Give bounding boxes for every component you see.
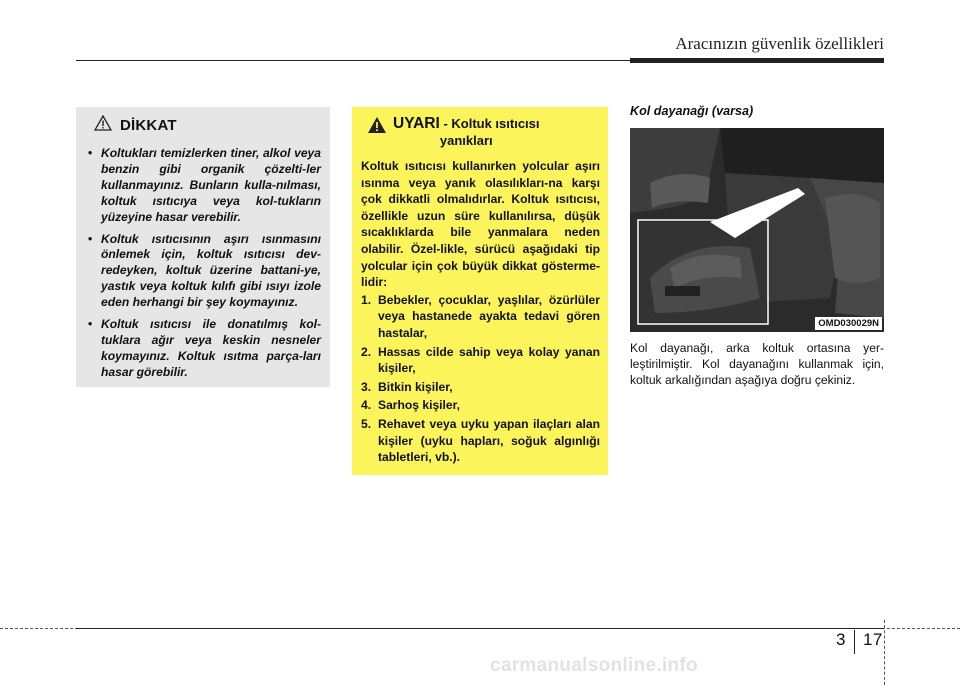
warning-item-text: Bitkin kişiler, bbox=[378, 379, 453, 394]
chapter-number: 3 bbox=[836, 630, 846, 649]
warning-item-number: 1. bbox=[361, 292, 372, 307]
photo-code-label: OMD030029N bbox=[815, 317, 882, 330]
warning-heading bbox=[393, 115, 540, 149]
header-rule-accent bbox=[630, 58, 884, 63]
warning-item-text: Rehavet veya uyku yapan ilaçları alan kişiler (uyku hapları, soğuk algınlığı tabletleri, vb.). bbox=[378, 416, 600, 465]
warning-body: Koltuk ısıtıcısı kullanırken yolcular aşırı ısınma veya yanık olasılıkları-na karşı çok dikkatli olmalıdırlar. Koltuk ısıtıcısı, özellikle uzun süre kullanılırsa, düşük sıcaklıklarda bile yanmalara neden olabilir. Özel-likle, sürücü aşağıdaki tip yolcular için çok büyük dikkat gösterme-lidir: bbox=[361, 159, 600, 290]
warning-triangle-icon bbox=[367, 116, 387, 139]
warning-item bbox=[361, 379, 600, 396]
warning-item bbox=[361, 292, 600, 342]
warning-item bbox=[361, 416, 600, 466]
warning-subtitle: - Koltuk ısıtıcısı bbox=[443, 116, 540, 131]
warning-item-text: Bebekler, çocuklar, yaşlılar, özürlüler veya hastanede ayakta tedavi gören hastalar, bbox=[378, 292, 600, 340]
warning-title: UYARI bbox=[393, 115, 440, 132]
caution-header bbox=[86, 115, 321, 136]
caution-item: • Koltuk ısıtıcısı ile donatılmış kol-tuklara ağır veya keskin nesneler koymayınız. Koltuk ısıtma parça-ları hasar görebilir. bbox=[86, 317, 321, 381]
page-number-value: 17 bbox=[862, 630, 883, 649]
caution-box bbox=[76, 107, 330, 387]
caution-item: • Koltuk ısıtıcısının aşırı ısınmasını önlemek için, koltuk ısıtıcısı dev-redeyken, koltuk üzerine battani-ye, yastık veya koltuk kılıfı gibi ısıyı izole eden herhangi bir şey koymayınız. bbox=[86, 232, 321, 312]
armrest-section-title: Kol dayanağı (varsa) bbox=[630, 104, 754, 118]
footer-rule bbox=[76, 628, 884, 629]
caution-item: • Koltukları temizlerken tiner, alkol veya benzin gibi organik çözelti-ler kullanmayınız. Bunların kulla-nılması, koltuk ısıtıcıya veya kol-tukların yüzeyine hasar verebilir. bbox=[86, 146, 321, 226]
warning-box bbox=[352, 107, 608, 475]
armrest-photo bbox=[630, 128, 884, 332]
footer-vertical-dashed-rule bbox=[884, 620, 885, 685]
warning-item-number: 5. bbox=[361, 416, 372, 431]
warning-item-text: Hassas cilde sahip veya kolay yanan kişiler, bbox=[378, 344, 600, 376]
page-header-title: Aracınızın güvenlik özellikleri bbox=[675, 34, 884, 53]
warning-item-number: 3. bbox=[361, 379, 372, 394]
page-number bbox=[836, 630, 883, 654]
warning-item bbox=[361, 344, 600, 377]
warning-header bbox=[361, 115, 600, 149]
warning-item-number: 4. bbox=[361, 398, 372, 413]
armrest-body-text: Kol dayanağı, arka koltuk ortasına yer-leştirilmiştir. Kol dayanağını kullanmak için, koltuk arkalığından aşağıya doğru çekiniz. bbox=[630, 341, 884, 387]
caution-list bbox=[86, 146, 321, 381]
warning-item-text: Sarhoş kişiler, bbox=[378, 398, 461, 413]
watermark: carmanualsonline.info bbox=[490, 655, 698, 676]
warning-subtitle-line2: yanıkları bbox=[439, 133, 493, 148]
caution-triangle-icon bbox=[94, 115, 112, 136]
warning-list bbox=[361, 292, 600, 466]
page-number-divider bbox=[854, 630, 855, 654]
warning-item bbox=[361, 397, 600, 414]
caution-title: DİKKAT bbox=[120, 117, 177, 134]
warning-item-number: 2. bbox=[361, 344, 372, 359]
